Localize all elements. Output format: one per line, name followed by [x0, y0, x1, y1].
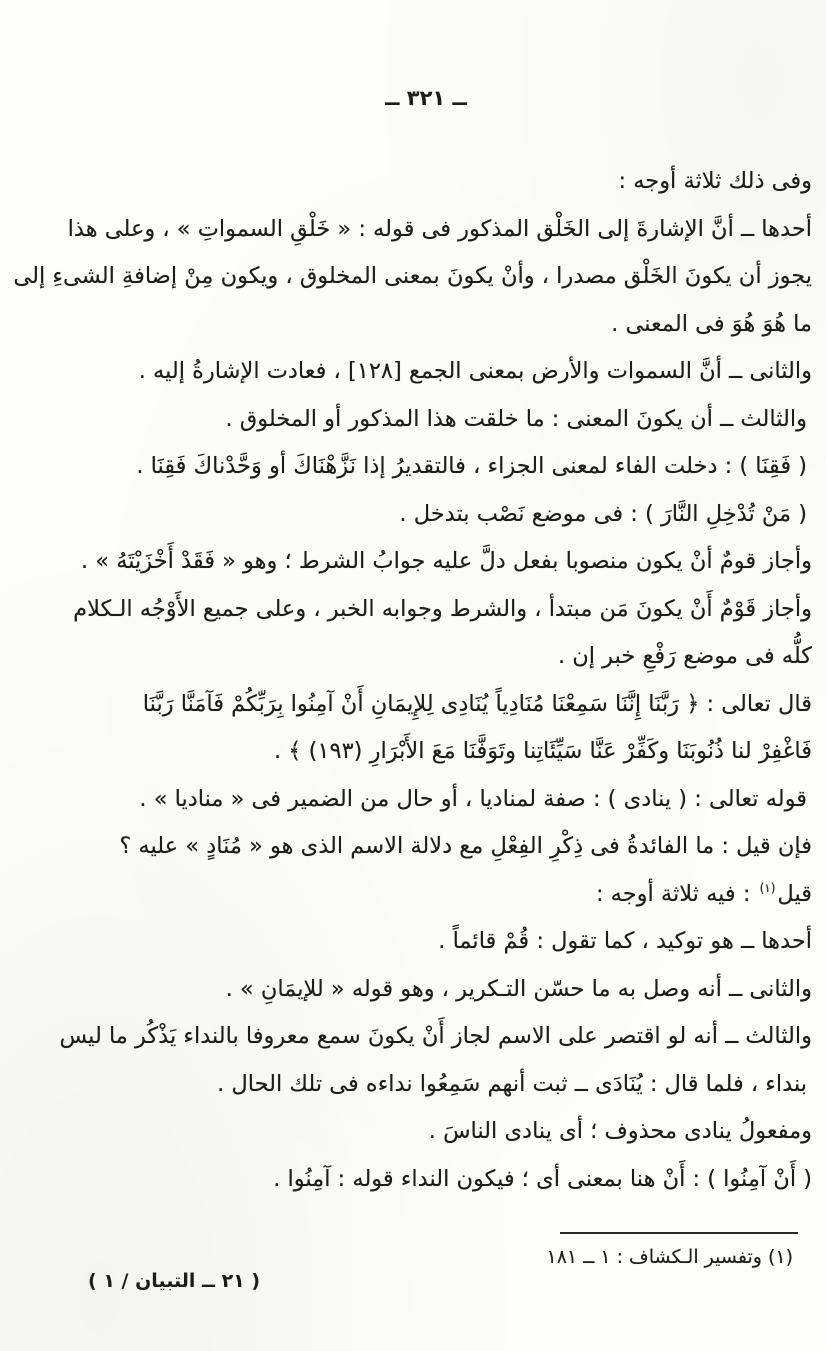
text-line: وأجاز قَوْمٌ أَنْ يكونَ مَن مبتدأ ، والشرط وجوابه الخبر ، وعلى جميع الأَوْجُه الـكلام: [73, 595, 812, 622]
text-line: وأجاز قومٌ أنْ يكون منصوبا بفعل دلَّ عليه جوابُ الشرط ؛ وهو « فَقَدْ أَخْزَيْتَهُ » .: [80, 548, 812, 574]
quran-verse-line: قال تعالى : ﴿ رَبَّنَا إِنَّنَا سَمِعْنَا مُنَادِياً يُنَادِى لِلإِيمَانِ أَنْ آمِنُوا بِرَبِّكُمْ فَآمَنَّا رَبَّنَا: [142, 690, 812, 717]
text-line-pre: قيل: [777, 880, 812, 907]
quran-verse-line: فَاغْفِرْ لنا ذُنُوبَنَا وكَفِّرْ عَنَّا سَيِّئَاتِنا وتَوَفَّنَا مَعَ الأَبْرَارِ (١٩٣) ﴾ .: [273, 738, 812, 764]
footnote: (١) وتفسير الـكشاف : ١ ــ ١٨١: [546, 1246, 793, 1268]
text-line: ومفعولُ ينادى محذوف ؛ أى ينادى الناسَ .: [428, 1118, 812, 1144]
text-line: كلُّه فى موضع رَفْعِ خبر إن .: [557, 643, 812, 669]
text-line: ما هُوَ هُوَ فى المعنى .: [611, 310, 812, 337]
text-body: [13, 158, 812, 1203]
text-line: وفى ذلك ثلاثة أوجه :: [618, 168, 812, 194]
text-line: أحدها ــ أنَّ الإشارةَ إلى الخَلْق المذكور فى قوله : « خَلْقِ السمواتِ » ، وعلى هذا: [67, 215, 812, 242]
text-line: والثالث ــ أن يكونَ المعنى : ما خلقت هذا المذكور أو المخلوق .: [225, 405, 807, 432]
text-line: أحدها ــ هو توكيد ، كما تقول : قُمْ قائماً .: [438, 928, 812, 954]
text-line: والثانى ــ أنه وصل به ما حسّن التـكرير ، وهو قوله « للإيمَانِ » .: [225, 975, 812, 1002]
text-line: ( مَنْ تُدْخِلِ النَّارَ ) : فى موضع نَصْب بتدخل .: [399, 500, 807, 527]
text-line: والثالث ــ أنه لو اقتصر على الاسم لجاز أَنْ يكونَ سمع معروفا بالنداء يَذْكُر ما ليس: [59, 1023, 812, 1049]
text-line: والثانى ــ أنَّ السموات والأرض بمعنى الجمع [١٢٨] ، فعادت الإشارةُ إليه .: [138, 358, 812, 384]
text-line: بنداء ، فلما قال : يُنَادَى ــ ثبت أنهم سَمِعُوا نداءه فى تلك الحال .: [217, 1070, 807, 1097]
text-line: يجوز أن يكونَ الخَلْق مصدرا ، وأنْ يكونَ بمعنى المخلوق ، ويكون مِنْ إضافةِ الشىءِ إلى: [13, 263, 812, 289]
page-number: ــ ٣٢١ ــ: [385, 86, 467, 110]
book-signature: ( ٢١ ــ التبيان / ١ ): [88, 1270, 261, 1292]
text-line: قوله تعالى : ( ينادى ) : صفة لمناديا ، أو حال من الضمير فى « مناديا » .: [139, 785, 807, 812]
footnote-separator: [560, 1232, 798, 1234]
text-line: فإن قيل : ما الفائدةُ فى ذِكْرِ الفِعْلِ مع دلالة الاسم الذى هو « مُنَادٍ » عليه ؟: [119, 833, 812, 859]
text-line: ( فَقِنَا ) : دخلت الفاء لمعنى الجزاء ، فالتقديرُ إذا نَزَّهْنَاكَ أو وَحَّدْناكَ فَقِنَا .: [136, 453, 807, 479]
text-line: ( أَنْ آمِنُوا ) : أَنْ هنا بمعنى أى ؛ فيكون النداء قوله : آمِنُوا .: [273, 1165, 812, 1192]
text-line-with-footnote-ref: [40, 871, 812, 919]
text-line-post: : فيه ثلاثة أوجه :: [595, 880, 758, 907]
footnote-ref-superscript: (١): [759, 881, 776, 895]
